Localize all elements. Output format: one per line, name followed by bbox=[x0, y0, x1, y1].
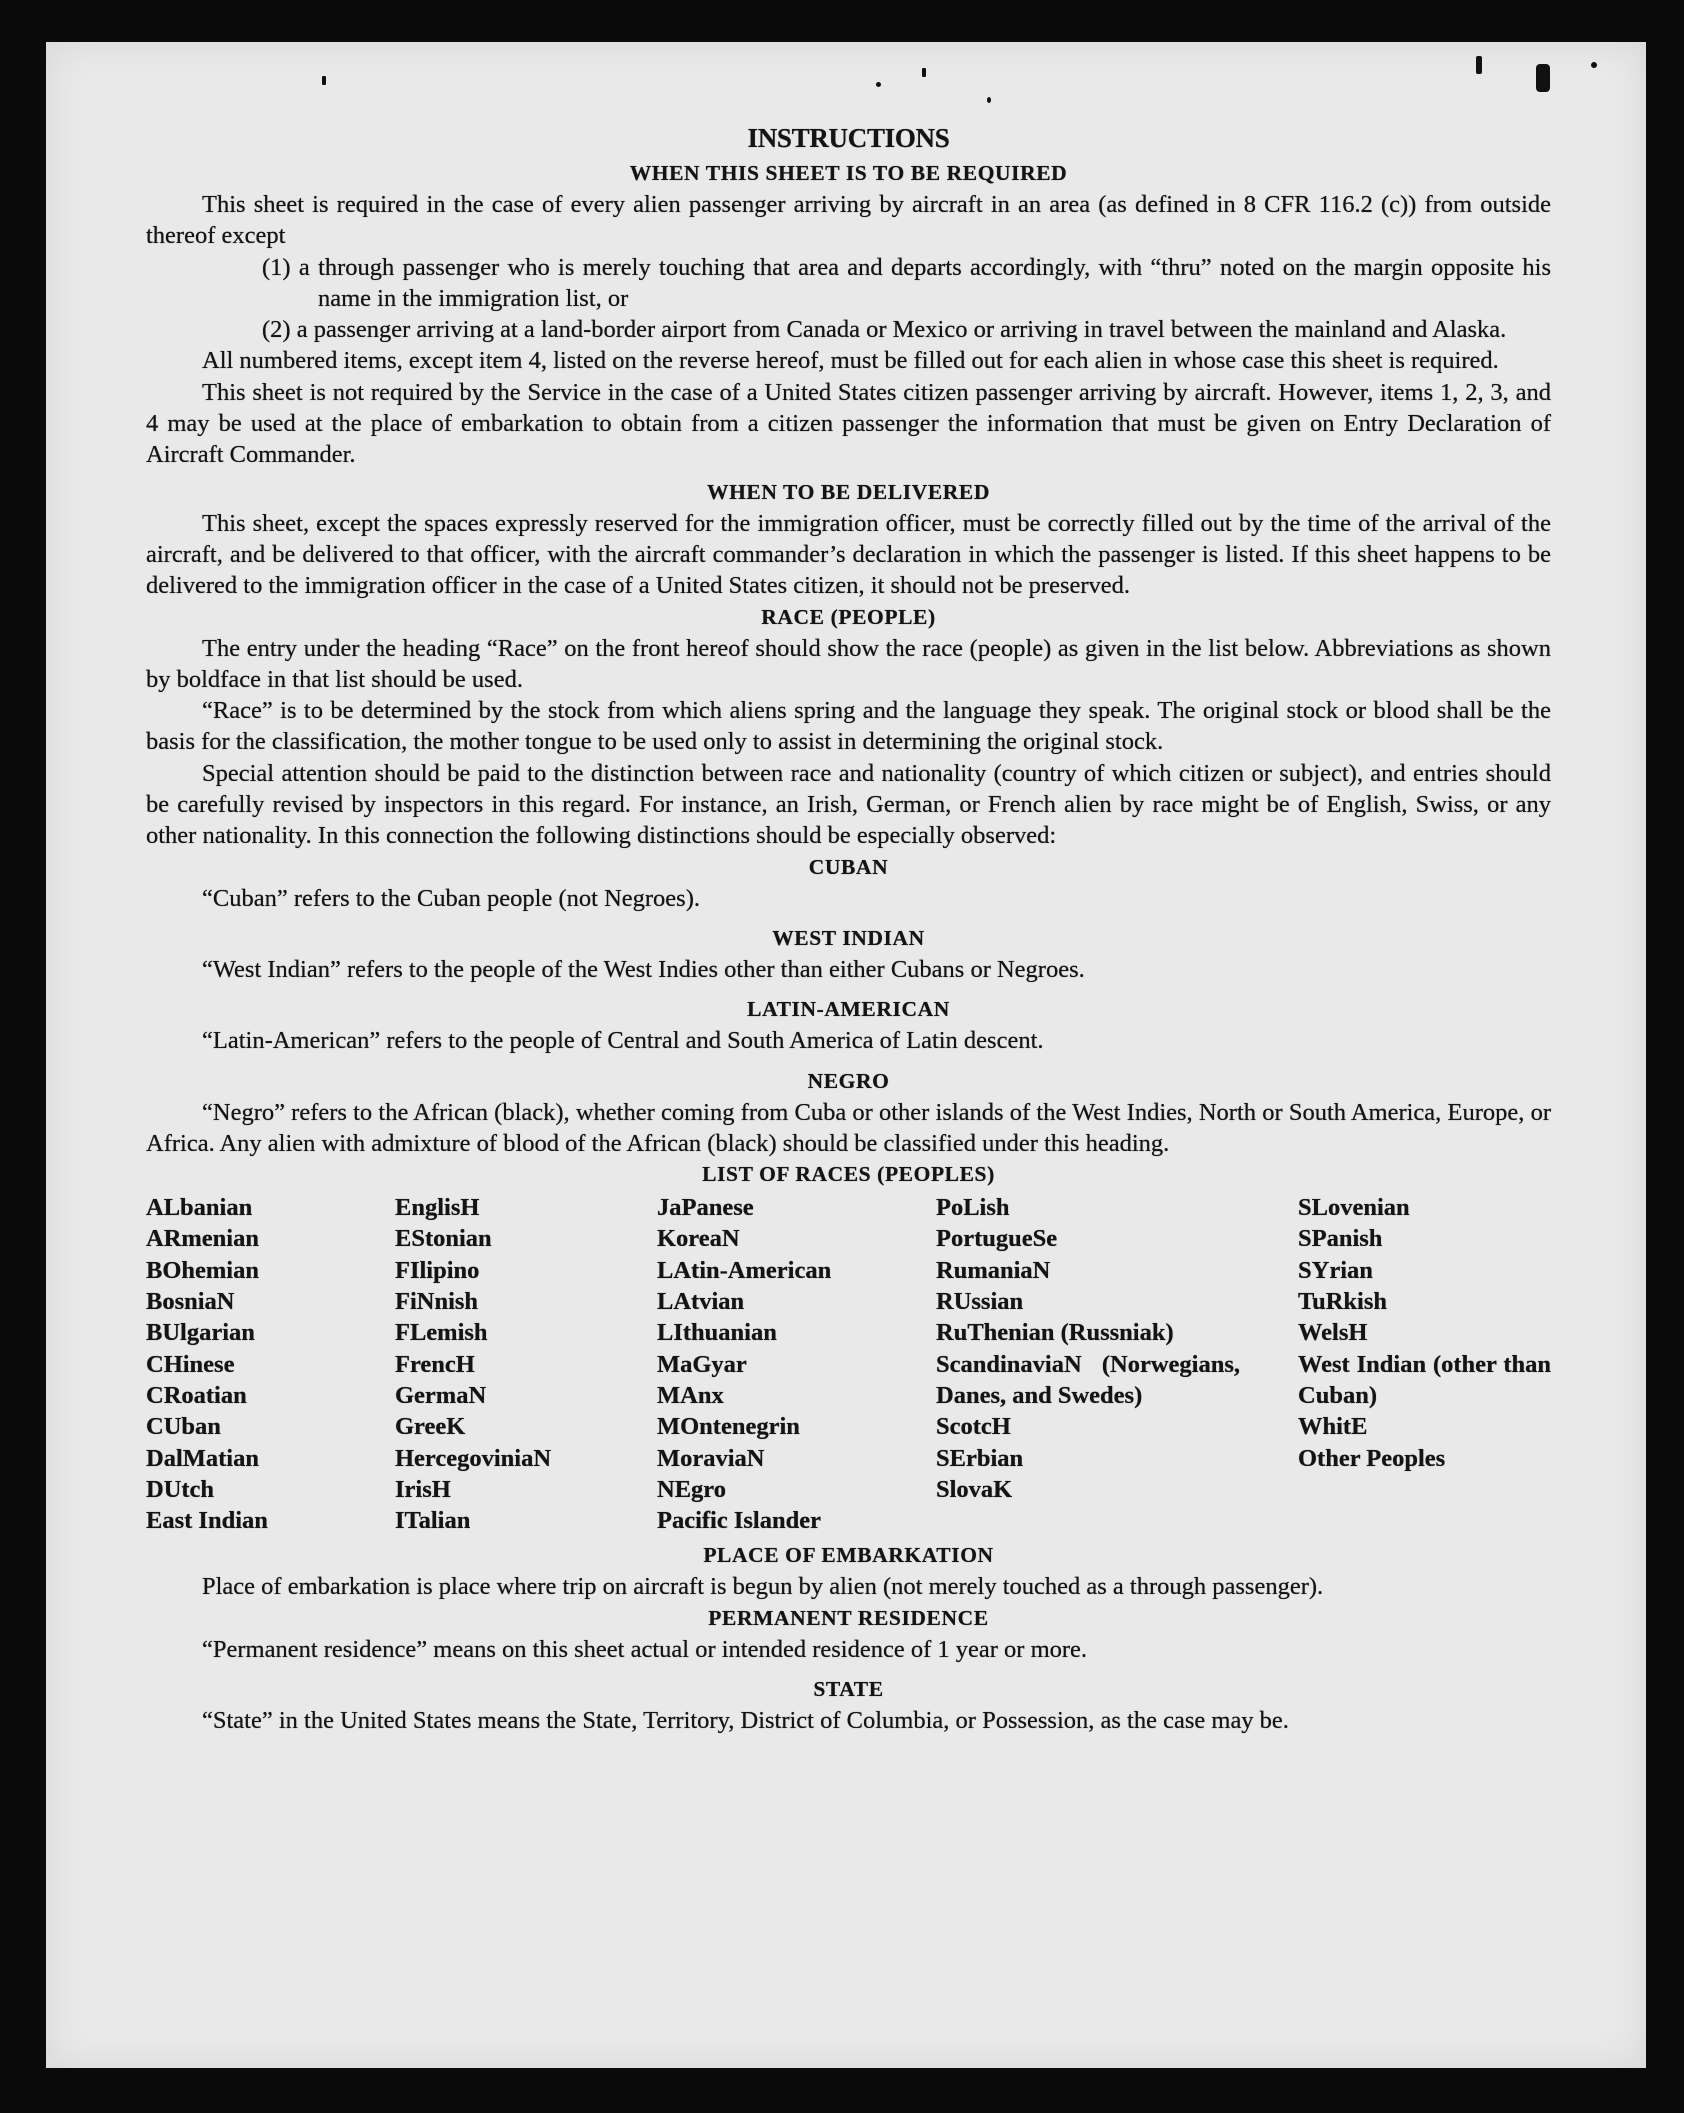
section-heading: WHEN TO BE DELIVERED bbox=[706, 479, 991, 504]
race-entry: MAnx bbox=[657, 1381, 724, 1409]
race-entry: CRoatian bbox=[146, 1381, 247, 1409]
race-entry: FiNnish bbox=[395, 1288, 479, 1316]
instructions-text bbox=[146, 118, 1551, 1736]
race-entry: ALbanian bbox=[146, 1194, 253, 1222]
race-column bbox=[395, 1192, 657, 1536]
paragraph: The entry under the heading “Race” on the front hereof should show the race (people) as given in the list below. Abbreviations as shown by boldface in that list should be used. bbox=[146, 634, 1551, 693]
race-entry: WelsH bbox=[1298, 1319, 1368, 1347]
race-entry: FIlipino bbox=[395, 1256, 480, 1284]
race-entry: BOhemian bbox=[146, 1256, 259, 1284]
race-entry: Pacific Islander bbox=[657, 1507, 821, 1535]
race-entry: NEgro bbox=[657, 1475, 726, 1503]
paragraph: “State” in the United States means the State, Territory, District of Columbia, or Possession, as the case may be. bbox=[202, 1706, 1289, 1734]
ink-speck bbox=[876, 82, 881, 87]
race-entry: SLovenian bbox=[1298, 1194, 1410, 1222]
race-entry: EStonian bbox=[395, 1225, 492, 1253]
paragraph: “Negro” refers to the African (black), whether coming from Cuba or other islands of the West Indies, North or South America, Europe, or Africa. Any alien with admixture of blood of the African (black) should be classified under this heading. bbox=[146, 1098, 1551, 1157]
exception-item: (1) a through passenger who is merely touching that area and departs accordingly, with “thru” noted on the margin opposite his name in the immigration list, or bbox=[262, 253, 1551, 312]
paragraph: This sheet is not required by the Service in the case of a United States citizen passenger arriving by aircraft. However, items 1, 2, 3, and 4 may be used at the place of embarkation to obtain from a citizen passenger the information that must be given on Entry Declaration of Aircraft Commander. bbox=[146, 378, 1551, 469]
definition: “Permanent residence” means on this sheet actual or intended residence of 1 year or more. bbox=[202, 1635, 1088, 1663]
section-heading: WEST INDIAN bbox=[772, 925, 925, 950]
section-heading: PERMANENT RESIDENCE bbox=[708, 1605, 989, 1630]
definition: “West Indian” refers to the people of the West Indies other than either Cubans or Negroes. bbox=[202, 955, 1085, 983]
race-list bbox=[146, 1192, 1551, 1536]
race-entry: GermaN bbox=[395, 1381, 487, 1409]
section-heading: NEGRO bbox=[807, 1068, 890, 1093]
race-entry: East Indian bbox=[146, 1507, 268, 1535]
race-entry: SPanish bbox=[1298, 1225, 1383, 1253]
race-entry: MoraviaN bbox=[657, 1444, 765, 1472]
race-entry: TuRkish bbox=[1298, 1288, 1388, 1316]
section-heading: PLACE OF EMBARKATION bbox=[703, 1543, 994, 1568]
race-entry: LIthuanian bbox=[657, 1319, 777, 1347]
race-entry: RuThenian (Russniak) bbox=[936, 1319, 1174, 1347]
race-entry: DUtch bbox=[146, 1475, 215, 1503]
paragraph: All numbered items, except item 4, listed on the reverse hereof, must be filled out for each alien in whose case this sheet is required. bbox=[202, 347, 1499, 375]
section-heading: WHEN THIS SHEET IS TO BE REQUIRED bbox=[629, 161, 1068, 185]
race-entry: SYrian bbox=[1298, 1256, 1373, 1284]
race-entry: PoLish bbox=[936, 1194, 1010, 1222]
race-entry: DalMatian bbox=[146, 1444, 259, 1472]
race-entry: LAtvian bbox=[657, 1288, 745, 1316]
paragraph: This sheet is required in the case of every alien passenger arriving by aircraft in an area (as defined in 8 CFR 116.2 (c)) from outside thereof except bbox=[146, 191, 1551, 250]
race-entry: WhitE bbox=[1298, 1413, 1368, 1441]
section-heading: CUBAN bbox=[808, 854, 889, 879]
ink-speck bbox=[1476, 56, 1482, 74]
section-heading: RACE (PEOPLE) bbox=[761, 604, 936, 629]
race-entry: ITalian bbox=[395, 1507, 471, 1535]
race-entry: MOntenegrin bbox=[657, 1413, 800, 1441]
race-entry: LAtin-American bbox=[657, 1256, 832, 1284]
ink-speck bbox=[1536, 64, 1550, 92]
race-entry: IrisH bbox=[395, 1475, 451, 1503]
race-entry: Other Peoples bbox=[1298, 1444, 1446, 1472]
race-column bbox=[936, 1192, 1298, 1536]
race-column bbox=[146, 1192, 395, 1536]
ink-speck bbox=[987, 97, 991, 103]
race-entry: EnglisH bbox=[395, 1194, 480, 1222]
race-entry: RumaniaN bbox=[936, 1256, 1051, 1284]
race-entry: CUban bbox=[146, 1413, 221, 1441]
definition: “Cuban” refers to the Cuban people (not Negroes). bbox=[202, 884, 700, 912]
paragraph: “Race” is to be determined by the stock from which aliens spring and the language they speak. The original stock or blood shall be the basis for the classification, the mother tongue to be used only to assist in determining the original stock. bbox=[146, 697, 1551, 756]
race-entry: GreeK bbox=[395, 1413, 466, 1441]
race-entry: MaGyar bbox=[657, 1350, 747, 1378]
race-entry: FrencH bbox=[395, 1350, 475, 1378]
ink-speck bbox=[922, 68, 926, 77]
race-entry: SErbian bbox=[936, 1444, 1024, 1472]
exception-item: (2) a passenger arriving at a land-border airport from Canada or Mexico or arriving in travel between the mainland and Alaska. bbox=[262, 316, 1507, 344]
race-entry: JaPanese bbox=[657, 1194, 754, 1222]
race-entry: West Indian (other than Cuban) bbox=[1298, 1350, 1551, 1409]
race-entry: PortugueSe bbox=[936, 1225, 1058, 1253]
page-title: INSTRUCTIONS bbox=[747, 123, 950, 153]
paragraph: Place of embarkation is place where trip on aircraft is begun by alien (not merely touched as a through passenger). bbox=[202, 1573, 1324, 1601]
race-column bbox=[1298, 1192, 1551, 1536]
race-entry: FLemish bbox=[395, 1319, 488, 1347]
race-entry: BUlgarian bbox=[146, 1319, 255, 1347]
race-entry: ARmenian bbox=[146, 1225, 259, 1253]
race-entry: ScotcH bbox=[936, 1413, 1011, 1441]
race-entry: BosniaN bbox=[146, 1288, 235, 1316]
section-heading: LIST OF RACES (PEOPLES) bbox=[702, 1162, 995, 1187]
definition: “Latin-American” refers to the people of Central and South America of Latin descent. bbox=[202, 1027, 1044, 1055]
race-entry: KoreaN bbox=[657, 1225, 740, 1253]
document-page bbox=[46, 42, 1646, 2068]
paragraph: This sheet, except the spaces expressly reserved for the immigration officer, must be correctly filled out by the time of the arrival of the aircraft, and be delivered to that officer, with the aircraft commander’s declaration in which the passenger is listed. If this sheet happens to be delivered to the immigration officer in the case of a United States citizen, it should not be preserved. bbox=[146, 509, 1551, 600]
race-column bbox=[657, 1192, 936, 1536]
paragraph: Special attention should be paid to the distinction between race and nationality (country of which citizen or subject), and entries should be carefully revised by inspectors in this regard. For instance, an Irish, German, or French alien by race might be of English, Swiss, or any other nationality. In this connection the following distinctions should be especially observed: bbox=[146, 759, 1551, 850]
race-entry: CHinese bbox=[146, 1350, 235, 1378]
race-entry: RUssian bbox=[936, 1288, 1024, 1316]
race-entry: ScandinaviaN (Norwegians, Danes, and Swedes) bbox=[936, 1350, 1240, 1409]
race-entry: HercegoviniaN bbox=[395, 1444, 552, 1472]
section-heading: STATE bbox=[813, 1676, 884, 1701]
race-entry: SlovaK bbox=[936, 1475, 1013, 1503]
ink-speck bbox=[1591, 62, 1597, 68]
ink-speck bbox=[322, 76, 326, 85]
section-heading: LATIN-AMERICAN bbox=[747, 997, 950, 1022]
